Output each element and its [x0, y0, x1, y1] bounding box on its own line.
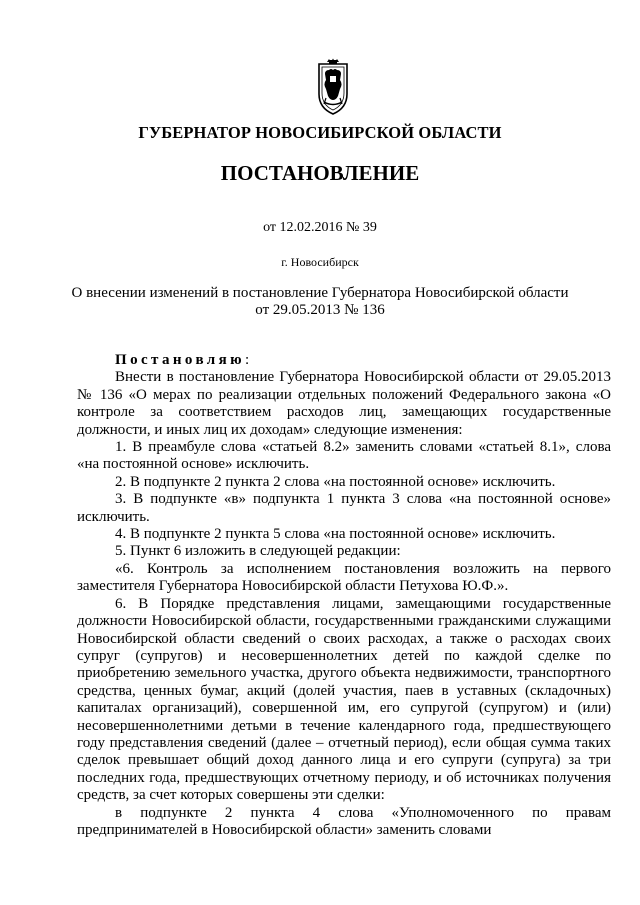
- body-paragraph: Внести в постановление Губернатора Новосибирской области от 29.05.2013 № 136 «О мерах по реализации отдельных положений Федерального закона «О контроле за соответствием расходов лиц, замещающих государственные должности, и иных лиц их доходам» следующие изменения:: [77, 369, 611, 438]
- body-paragraph: 6. В Порядке представления лицами, замещающими государственные должности Новосибирской области, государственными гражданскими служащими Новосибирской области сведений о своих расходах, а также о расходах своих супруг (супругов) и несовершеннолетних детей по каждой сделке по приобретению земельного участка, другого объекта недвижимости, транспортного средства, ценных бумаг, акций (долей участия, паев в уставных (складочных) капиталах организаций), совершенной им, его супругой (супругом) и (или) несовершеннолетними детьми в течение календарного года, предшествующего году представления сведений (далее – отчетный период), если общая сумма таких сделок превышает общий доход данного лица и его супруги (супруга) за три последних года, предшествующих отчетному периоду, и об источниках получения средств, за счет которых совершены эти сделки:: [77, 595, 611, 804]
- body-paragraph: 2. В подпункте 2 пункта 2 слова «на постоянной основе» исключить.: [115, 473, 556, 490]
- body-paragraph: в подпункте 2 пункта 4 слова «Уполномоченного по правам предпринимателей в Новосибирской области» заменить словами: [77, 804, 611, 838]
- document-type-heading: ПОСТАНОВЛЕНИЕ: [220, 161, 420, 185]
- decree-word: Постановляю: [115, 352, 245, 368]
- body-paragraph: 4. В подпункте 2 пункта 5 слова «на постоянной основе» исключить.: [115, 526, 556, 543]
- coat-of-arms-emblem: [316, 58, 350, 116]
- document-title: [0, 285, 640, 319]
- document-title-line: от 29.05.2013 № 136: [255, 302, 385, 318]
- body-paragraph: 5. Пункт 6 изложить в следующей редакции:: [115, 543, 401, 560]
- decree-line: [77, 352, 611, 369]
- body-paragraph: 1. В преамбуле слова «статьей 8.2» заменить словами «статьей 8.1», слова «на постоянной основе» исключить.: [77, 439, 611, 473]
- document-date-number: от 12.02.2016 № 39: [263, 220, 377, 235]
- document-title-line: О внесении изменений в постановление Губернатора Новосибирской области: [71, 285, 569, 301]
- organization-heading: ГУБЕРНАТОР НОВОСИБИРСКОЙ ОБЛАСТИ: [138, 123, 502, 142]
- body-paragraph: 3. В подпункте «в» подпункта 1 пункта 3 слова «на постоянной основе» исключить.: [77, 491, 611, 525]
- decree-colon: :: [244, 352, 250, 368]
- document-body: [77, 352, 611, 839]
- document-city: г. Новосибирск: [281, 255, 359, 269]
- body-paragraph: «6. Контроль за исполнением постановления возложить на первого заместителя Губернатора Новосибирской области Петухова Ю.Ф.».: [77, 560, 611, 595]
